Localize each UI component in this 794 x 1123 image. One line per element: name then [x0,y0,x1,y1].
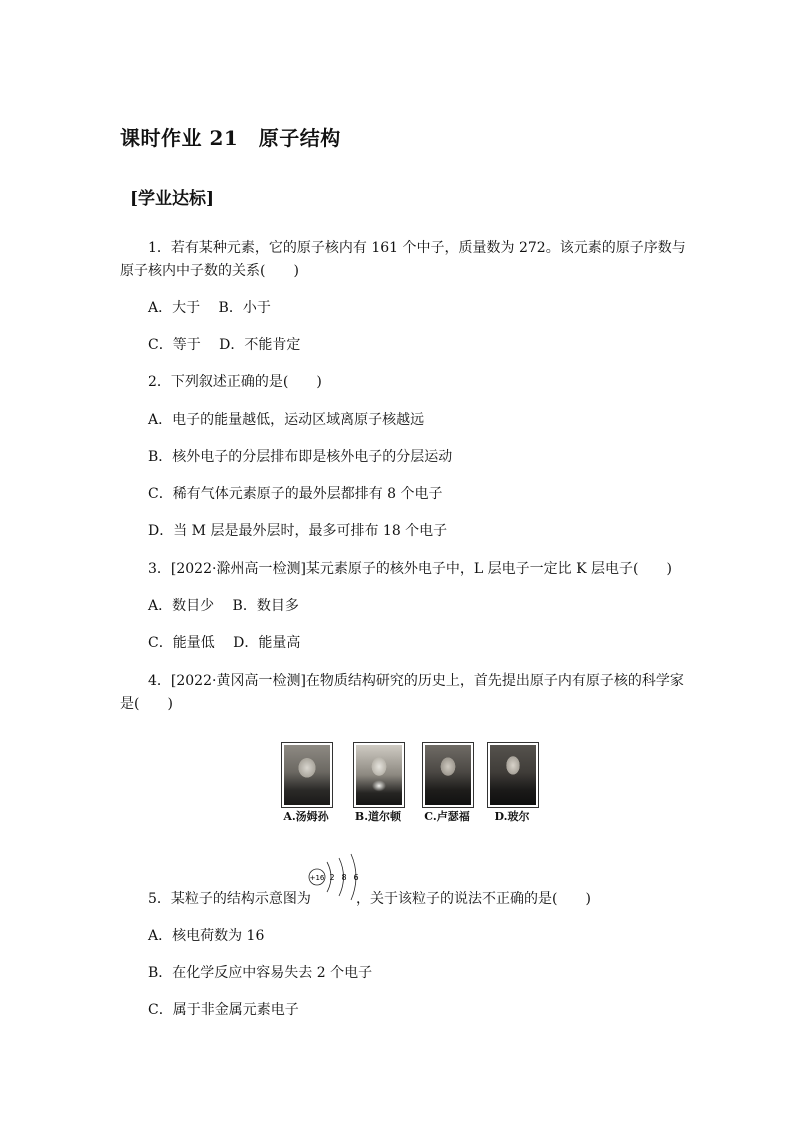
question-3-stem: 3．[2022·滁州高一检测]某元素原子的核外电子中，L 层电子一定比 K 层电子( ) [148,561,672,577]
question-5-option-c: C．属于非金属元素电子 [148,1002,299,1018]
question-4-stem-continued: 是( ) [120,696,173,712]
question-1-options-cd: C．等于 D．不能肯定 [148,337,301,353]
question-1-stem: 1．若有某种元素，它的原子核内有 161 个中子，质量数为 272。该元素的原子序数与 [148,240,686,256]
page-title: 课时作业 21 原子结构 [120,126,341,150]
question-5-option-a: A．核电荷数为 16 [148,928,265,944]
question-3-options-cd: C．能量低 D．能量高 [148,635,301,651]
question-2-option-a: A．电子的能量越低，运动区域离原子核越远 [148,412,425,428]
portrait-caption-d: D.玻尔 [494,810,530,823]
portrait-photo-b [353,742,405,808]
question-2-option-d: D．当 M 层是最外层时，最多可排布 18 个电子 [148,523,448,539]
question-5-option-b: B．在化学反应中容易失去 2 个电子 [148,965,373,981]
nucleus-charge: +16 [309,874,325,882]
portrait-caption-c: C.卢瑟福 [424,810,470,823]
shell-1-electrons: 2 [329,873,335,882]
question-1-stem-continued: 原子核内中子数的关系( ) [120,263,299,279]
question-1-options-ab: A．大于 B．小于 [148,300,271,316]
portrait-photo-d [487,742,539,808]
portrait-caption-a: A.汤姆孙 [283,810,329,823]
question-2-option-b: B．核外电子的分层排布即是核外电子的分层运动 [148,449,453,465]
question-5-stem-prefix: 5．某粒子的结构示意图为 [148,891,311,907]
question-3-options-ab: A．数目少 B．数目多 [148,598,299,614]
question-5-stem-suffix: ，关于该粒子的说法不正确的是( ) [356,891,591,907]
scientist-portraits [281,742,543,832]
section-heading: [学业达标] [130,189,215,209]
question-4-stem: 4．[2022·黄冈高一检测]在物质结构研究的历史上，首先提出原子内有原子核的科学家 [148,673,684,689]
shell-3-electrons: 6 [353,873,359,882]
question-2-stem: 2．下列叙述正确的是( ) [148,374,322,390]
question-2-option-c: C．稀有气体元素原子的最外层都排有 8 个电子 [148,486,443,502]
portrait-photo-c [422,742,474,808]
portrait-caption-b: B.道尔顿 [354,810,402,823]
shell-2-electrons: 8 [341,873,347,882]
portrait-photo-a [281,742,333,808]
